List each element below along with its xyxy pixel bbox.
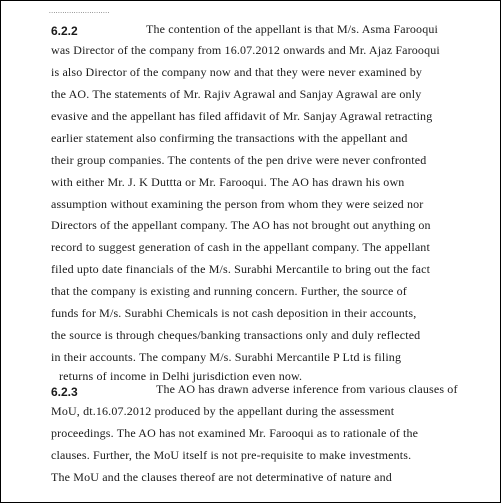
paragraph-line: returns of income in Delhi jurisdiction even now. xyxy=(59,369,303,383)
paragraph-line: in their accounts. The company M/s. Surabhi Mercantile P Ltd is filing xyxy=(51,350,402,364)
paragraph-line: The AO has drawn adverse inference from various clauses of xyxy=(156,382,458,396)
paragraph-line: clauses. Further, the MoU itself is not pre-requisite to make investments. xyxy=(51,448,412,462)
section-number-6-2-3: 6.2.3 xyxy=(51,385,78,399)
paragraph-line: the source is through cheques/banking transactions only and duly reflected xyxy=(51,328,421,342)
paragraph-line: that the company is existing and running concern. Further, the source of xyxy=(51,284,407,298)
paragraph-line: earlier statement also confirming the transactions with the appellant and xyxy=(51,131,408,145)
paragraph-line: with either Mr. J. K Duttta or Mr. Farooqui. The AO has drawn his own xyxy=(51,175,405,189)
paragraph-line: evasive and the appellant has filed affidavit of Mr. Sanjay Agrawal retracting xyxy=(51,109,433,123)
paragraph-line: assumption without examining the person from whom they were seized nor xyxy=(51,197,424,211)
paragraph-line: is also Director of the company now and that they were never examined by xyxy=(51,65,423,79)
paragraph-line: The MoU and the clauses thereof are not determinative of nature and xyxy=(51,470,392,484)
paragraph-line: Directors of the appellant company. The AO has not brought out anything on xyxy=(51,218,431,232)
paragraph-line: their group companies. The contents of the pen drive were never confronted xyxy=(51,153,427,167)
paragraph-line: The contention of the appellant is that M/s. Asma Farooqui xyxy=(146,22,438,36)
paragraph-line: funds for M/s. Surabhi Chemicals is not cash deposition in their accounts, xyxy=(51,306,417,320)
paragraph-line: MoU, dt.16.07.2012 produced by the appellant during the assessment xyxy=(51,404,395,418)
paragraph-line: filed upto date financials of the M/s. Surabhi Mercantile to bring out the fact xyxy=(51,262,431,276)
paragraph-line: was Director of the company from 16.07.2012 onwards and Mr. Ajaz Farooqui xyxy=(51,43,440,57)
paragraph-line: proceedings. The AO has not examined Mr. Farooqui as to rationale of the xyxy=(51,426,419,440)
paragraph-line: record to suggest generation of cash in the appellant company. The appellant xyxy=(51,240,430,254)
paragraph-line: the AO. The statements of Mr. Rajiv Agrawal and Sanjay Agrawal are only xyxy=(51,87,422,101)
header-fragment: ........................... xyxy=(49,7,110,15)
section-number-6-2-2: 6.2.2 xyxy=(51,24,78,38)
